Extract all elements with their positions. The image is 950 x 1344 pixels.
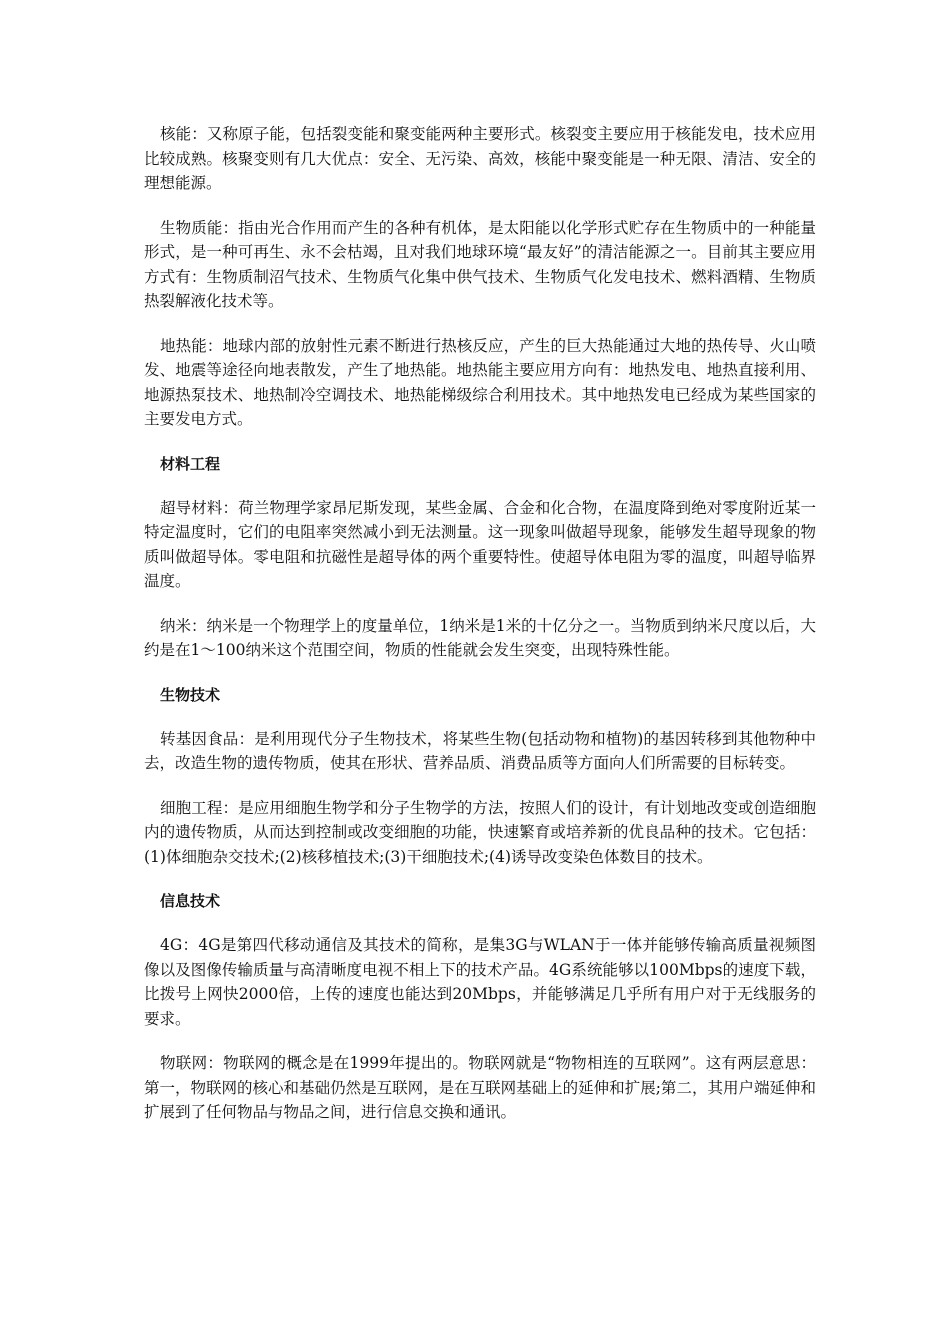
document-body	[144, 122, 816, 1145]
paragraph-geothermal-energy: 地热能：地球内部的放射性元素不断进行热核反应，产生的巨大热能通过大地的热传导、火山喷发、地震等途径向地表散发，产生了地热能。地热能主要应用方向有：地热发电、地热直接利用、地源热泵技术、地热制冷空调技术、地热能梯级综合利用技术。其中地热发电已经成为某些国家的主要发电方式。	[144, 336, 816, 428]
paragraph-4g: 4G：4G是第四代移动通信及其技术的简称，是集3G与WLAN于一体并能够传输高质量视频图像以及图像传输质量与高清晰度电视不相上下的技术产品。4G系统能够以100Mbps的速度下载，比拨号上网快2000倍，上传的速度也能达到20Mbps，并能够满足几乎所有用户对于无线服务的要求。	[144, 936, 816, 1028]
paragraph-internet-of-things: 物联网：物联网的概念是在1999年提出的。物联网就是“物物相连的互联网”。这有两层意思：第一，物联网的核心和基础仍然是互联网，是在互联网基础上的延伸和扩展;第二，其用户端延伸和扩展到了任何物品与物品之间，进行信息交换和通讯。	[144, 1054, 816, 1121]
paragraph-gm-food: 转基因食品：是利用现代分子生物技术，将某些生物(包括动物和植物)的基因转移到其他物种中去，改造生物的遗传物质，使其在形状、营养品质、消费品质等方面向人们所需要的目标转变。	[144, 729, 816, 772]
paragraph-biomass-energy: 生物质能：指由光合作用而产生的各种有机体，是太阳能以化学形式贮存在生物质中的一种能量形式，是一种可再生、永不会枯竭，且对我们地球环境“最友好”的清洁能源之一。目前其主要应用方式有：生物质制沼气技术、生物质气化集中供气技术、生物质气化发电技术、燃料酒精、生物质热裂解液化技术等。	[144, 218, 816, 310]
paragraph-nuclear-energy: 核能：又称原子能，包括裂变能和聚变能两种主要形式。核裂变主要应用于核能发电，技术应用比较成熟。核聚变则有几大优点：安全、无污染、高效，核能中聚变能是一种无限、清洁、安全的理想能源。	[144, 125, 816, 192]
paragraph-superconductors: 超导材料：荷兰物理学家昂尼斯发现，某些金属、合金和化合物，在温度降到绝对零度附近某一特定温度时，它们的电阻率突然减小到无法测量。这一现象叫做超导现象，能够发生超导现象的物质叫做超导体。零电阻和抗磁性是超导体的两个重要特性。使超导体电阻为零的温度，叫超导临界温度。	[144, 498, 816, 590]
paragraph-cell-engineering: 细胞工程：是应用细胞生物学和分子生物学的方法，按照人们的设计，有计划地改变或创造细胞内的遗传物质，从而达到控制或改变细胞的功能，快速繁育或培养新的优良品种的技术。它包括：(1)体细胞杂交技术;(2)核移植技术;(3)干细胞技术;(4)诱导改变染色体数目的技术。	[144, 798, 816, 866]
heading-biotechnology: 生物技术	[160, 685, 221, 704]
paragraph-nanometer: 纳米：纳米是一个物理学上的度量单位，1纳米是1米的十亿分之一。当物质到纳米尺度以后，大约是在1～100纳米这个范围空间，物质的性能就会发生突变，出现特殊性能。	[144, 616, 816, 659]
heading-materials-engineering: 材料工程	[160, 454, 221, 473]
heading-information-technology: 信息技术	[160, 892, 221, 910]
